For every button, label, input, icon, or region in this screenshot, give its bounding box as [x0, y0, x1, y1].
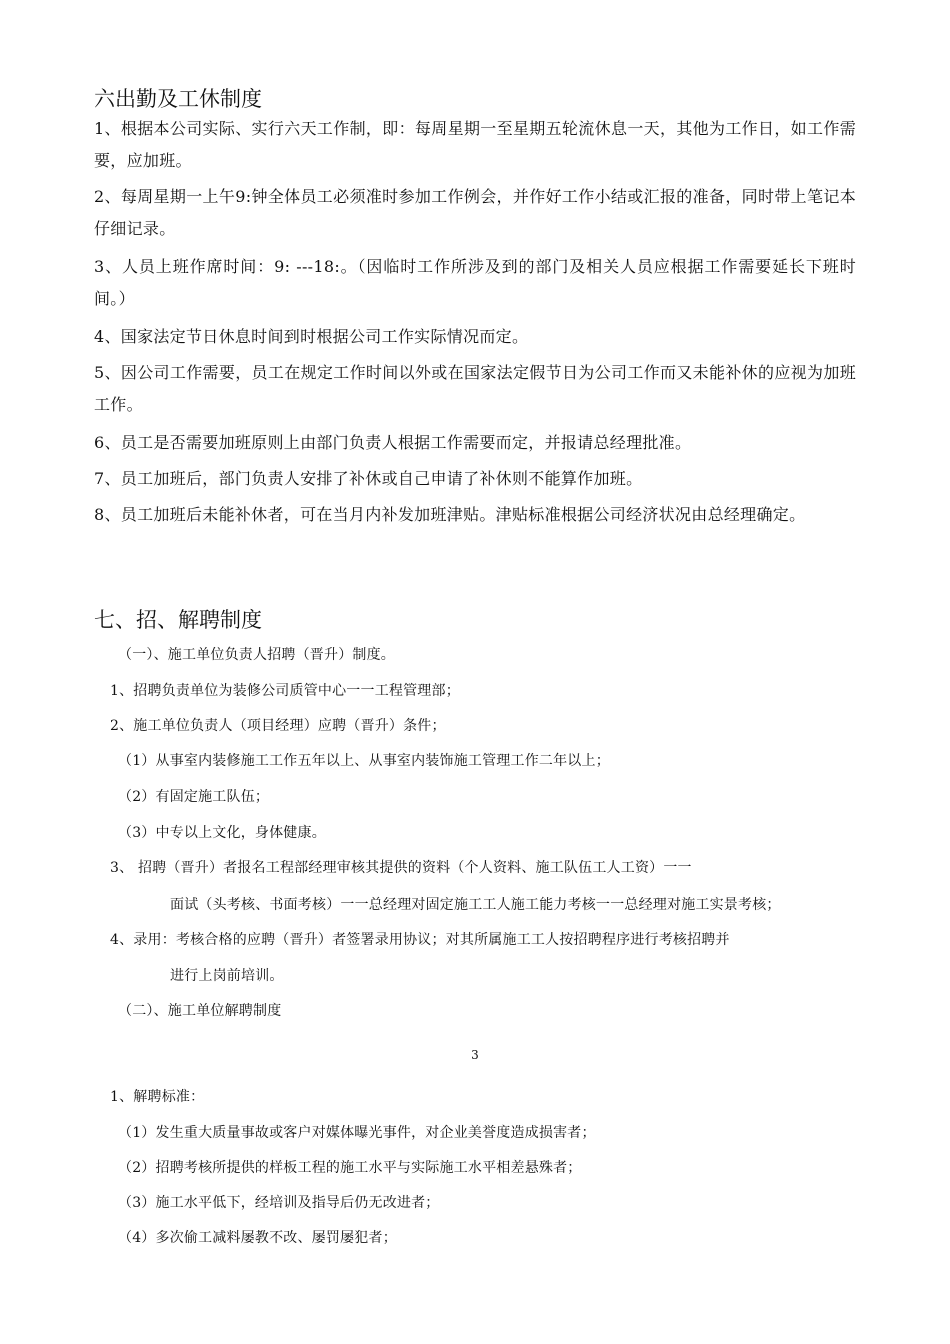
sub2-condition-2: （2）招聘考核所提供的样板工程的施工水平与实际施工水平相差悬殊者； [118, 1160, 582, 1176]
sub2-condition-4: （4）多次偷工减料屡教不改、屡罚屡犯者； [118, 1230, 397, 1246]
sub1-item-3-continued: 面试（头考核、书面考核）一一总经理对固定施工工人施工能力考核一一总经理对施工实景考核； [170, 897, 781, 913]
sub1-item-1: 1、招聘负责单位为装修公司质管中心一一工程管理部； [110, 683, 460, 699]
sub1-condition-1: （1）从事室内装修施工工作五年以上、从事室内装饰施工管理工作二年以上； [118, 753, 610, 769]
sub2-item-1: 1、解聘标准： [110, 1089, 205, 1105]
sub1-item-3: 3、 招聘（晋升）者报名工程部经理审核其提供的资料（个人资料、施工队伍工人工资）一一 [110, 860, 692, 876]
section6-item-4: 4、国家法定节日休息时间到时根据公司工作实际情况而定。 [94, 327, 529, 346]
page-number: 3 [471, 1048, 479, 1062]
section6-item-6: 6、员工是否需要加班原则上由部门负责人根据工作需要而定，并报请总经理批准。 [94, 433, 692, 452]
section6-item-2: 2、每周星期一上午9:钟全体员工必须准时参加工作例会，并作好工作小结或汇报的准备，同时带上笔记本仔细记录。 [94, 187, 856, 238]
section6-heading: 六出勤及工休制度 [94, 87, 262, 111]
sub1-condition-2: （2）有固定施工队伍； [118, 789, 270, 805]
sub1-item-4-continued: 进行上岗前培训。 [170, 968, 284, 984]
sub1-item-4: 4、录用：考核合格的应聘（晋升）者签署录用协议；对其所属施工工人按招聘程序进行考核招聘并 [110, 932, 730, 948]
sub2-title: （二）、施工单位解聘制度 [118, 1003, 282, 1019]
sub1-title: （一）、施工单位负责人招聘（晋升）制度。 [118, 647, 395, 663]
sub2-condition-3: （3）施工水平低下，经培训及指导后仍无改进者； [118, 1195, 440, 1211]
sub1-condition-3: （3）中专以上文化，身体健康。 [118, 825, 326, 841]
section6-item-3: 3、人员上班作席时间：9: ---18:。（因临时工作所涉及到的部门及相关人员应根据工作需要延长下班时间。） [94, 257, 856, 308]
section6-item-7: 7、员工加班后，部门负责人安排了补休或自己申请了补休则不能算作加班。 [94, 469, 643, 488]
sub2-condition-1: （1）发生重大质量事故或客户对媒体曝光事件，对企业美誉度造成损害者； [118, 1125, 596, 1141]
section6-item-8: 8、员工加班后未能补休者，可在当月内补发加班津贴。津贴标准根据公司经济状况由总经理确定。 [94, 505, 806, 524]
sub1-item-2: 2、施工单位负责人（项目经理）应聘（晋升）条件； [110, 718, 446, 734]
section7-heading: 七、招、解聘制度 [94, 608, 262, 632]
section6-item-5: 5、因公司工作需要，员工在规定工作时间以外或在国家法定假节日为公司工作而又未能补休的应视为加班工作。 [94, 363, 856, 414]
section6-item-1: 1、根据本公司实际、实行六天工作制，即：每周星期一至星期五轮流休息一天，其他为工作日，如工作需要，应加班。 [94, 119, 856, 170]
